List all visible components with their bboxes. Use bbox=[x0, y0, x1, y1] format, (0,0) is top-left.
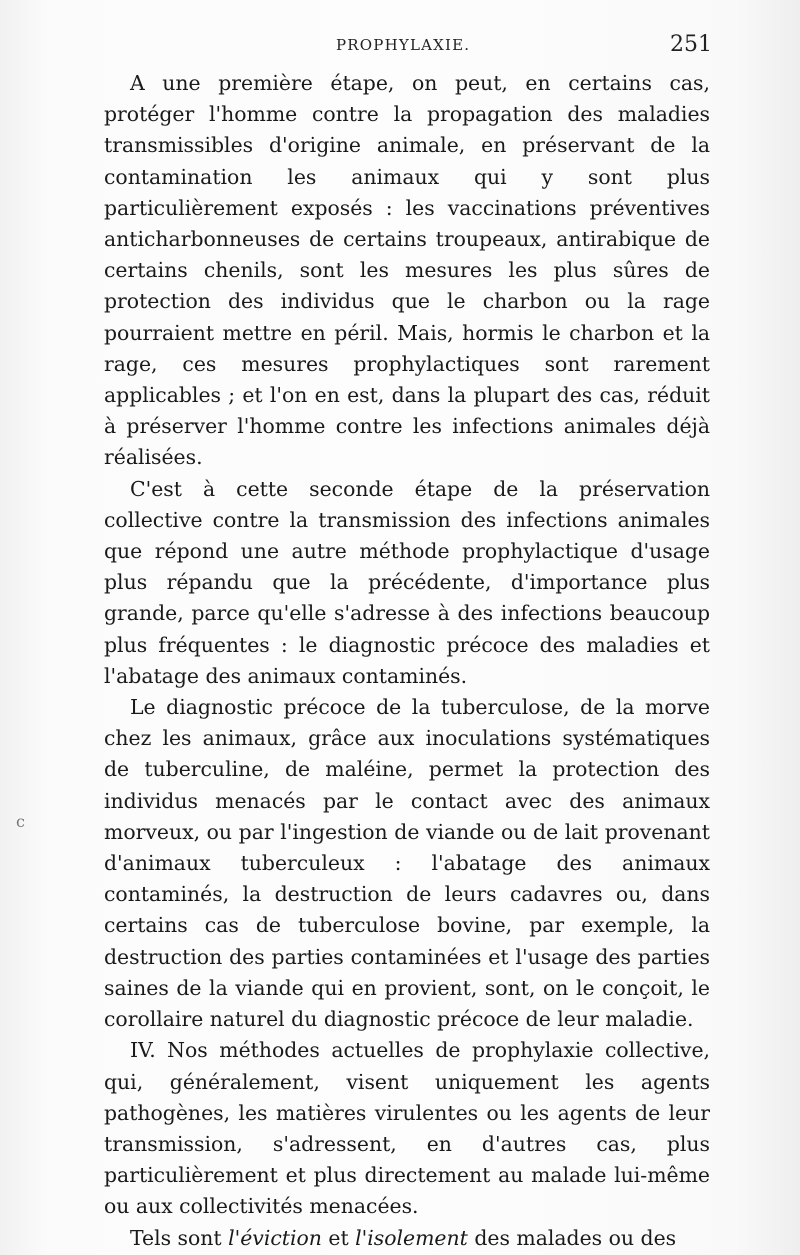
paragraph-4: IV. Nos méthodes actuelles de prophylaxie collective, qui, généralement, visent uniquement les agents pathogènes, les matières virulentes ou les agents de leur transmission, s'adressent, en d'autres cas, plus particulièrement et plus directement au malade lui-même ou aux collectivités menacées. bbox=[104, 1038, 710, 1219]
term-isolement: l'isolement bbox=[355, 1225, 468, 1250]
margin-mark: c bbox=[16, 812, 25, 831]
body-text bbox=[104, 68, 710, 1254]
term-eviction: l'éviction bbox=[228, 1225, 322, 1250]
page-header bbox=[104, 32, 714, 60]
paragraph-5-text-b: et bbox=[321, 1225, 356, 1250]
paragraph-5 bbox=[104, 1223, 710, 1254]
paragraph-5-text-a: Tels sont bbox=[130, 1225, 229, 1250]
paragraph-5-text-c: des malades ou des bbox=[467, 1225, 677, 1250]
running-title: PROPHYLAXIE. bbox=[336, 36, 471, 54]
page-number: 251 bbox=[670, 32, 712, 57]
paragraph-3: Le diagnostic précoce de la tuberculose, de la morve chez les animaux, grâce aux inoculations systématiques de tuberculine, de maléine, permet la protection des individus menacés par le contact avec des animaux morveux, ou par l'ingestion de viande ou de lait provenant d'animaux tuberculeux : l'abatage des animaux contaminés, la destruction de leurs cadavres ou, dans certains cas de tuberculose bovine, par exemple, la destruction des parties contaminées et l'usage des parties saines de la viande qui en provient, sont, on le conçoit, le corollaire naturel du diagnostic précoce de leur maladie. bbox=[104, 695, 710, 1032]
paragraph-1: A une première étape, on peut, en certains cas, protéger l'homme contre la propagation des maladies transmissibles d'origine animale, en préservant de la contamination les animaux qui y sont plus particulièrement exposés : les vaccinations préventives anticharbonneuses de certains troupeaux, antirabique de certains chenils, sont les mesures les plus sûres de protection des individus que le charbon ou la rage pourraient mettre en péril. Mais, hormis le charbon et la rage, ces mesures prophylactiques sont rarement applicables ; et l'on en est, dans la plupart des cas, réduit à préserver l'homme contre les infections animales déjà réalisées. bbox=[104, 71, 710, 470]
paragraph-2: C'est à cette seconde étape de la préservation collective contre la transmission des infections animales que répond une autre méthode prophylactique d'usage plus répandu que la précédente, d'importance plus grande, parce qu'elle s'adresse à des infections beaucoup plus fréquentes : le diagnostic précoce des maladies et l'abatage des animaux contaminés. bbox=[104, 476, 710, 688]
